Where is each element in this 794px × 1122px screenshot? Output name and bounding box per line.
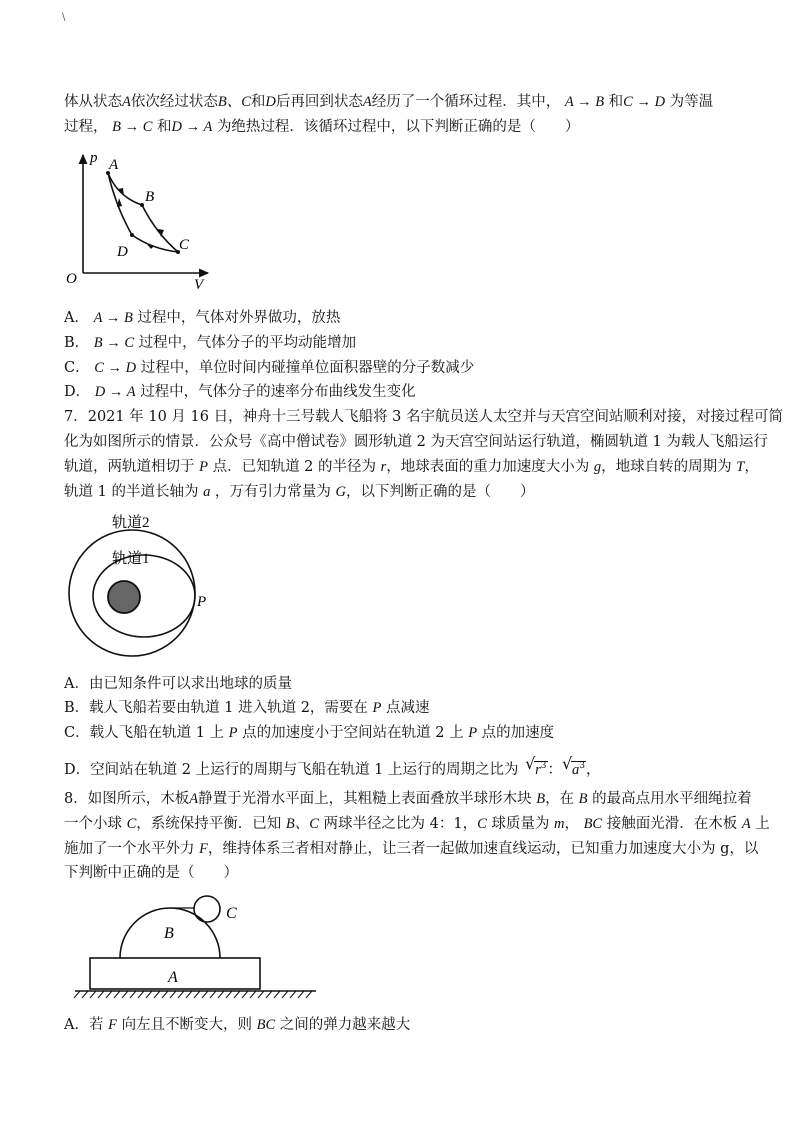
q8-symbol: B、C bbox=[285, 816, 319, 832]
q8-text: 两球半径之比为 4：1， bbox=[323, 816, 478, 832]
label-c: C bbox=[179, 237, 190, 253]
label-b: B bbox=[164, 925, 174, 942]
q7-text: ， bbox=[586, 761, 601, 778]
q6-text: 和 bbox=[608, 94, 624, 110]
label-d: D bbox=[117, 244, 128, 260]
option-process: A → B bbox=[93, 310, 133, 326]
q7-symbol: a bbox=[572, 761, 580, 778]
sqrt-a3 bbox=[562, 754, 586, 779]
q7-symbol: P bbox=[372, 700, 382, 716]
orbit-2-label: 轨道2 bbox=[112, 515, 150, 531]
axis-label-p: p bbox=[90, 150, 98, 166]
option-text: 过程中，气体分子的速率分布曲线发生变化 bbox=[140, 384, 416, 400]
q8-text: ，维持体系三者相对静止，让三者一起做加速直线运动，已知重力加速度大小为 g，以 bbox=[207, 841, 759, 857]
q6-stem-line2 bbox=[64, 118, 579, 136]
q6-text: 后再回到状态 bbox=[275, 94, 363, 110]
q6-symbol: A bbox=[122, 94, 131, 110]
q8-symbol: B bbox=[536, 791, 546, 807]
option-text: 过程中，单位时间内碰撞单位面积器壁的分子数减少 bbox=[140, 360, 475, 376]
q6-symbol: B、C bbox=[217, 94, 251, 110]
q8-symbol: F bbox=[108, 1017, 117, 1033]
q8-symbol: B bbox=[578, 791, 588, 807]
q8-text: 上 bbox=[755, 816, 770, 832]
q7-stem-line2: 化为如图所示的情景．公众号《高中僧试卷》圆形轨道 2 为天宫空间站运行轨道，椭圆轨道 1 为载人飞船运行 bbox=[64, 434, 768, 450]
q6-text: 过程， bbox=[64, 119, 108, 135]
q8-text: A．若 bbox=[64, 1017, 104, 1033]
q7-option-b bbox=[64, 699, 430, 717]
q7-text: 点．已知轨道 2 的半径为 bbox=[212, 459, 377, 475]
q7-stem-line3 bbox=[64, 458, 759, 476]
q6-symbol: D bbox=[265, 94, 276, 110]
origin-label: O bbox=[66, 271, 77, 287]
label-a: A bbox=[109, 157, 119, 173]
q8-text: 接触面光滑．在木板 bbox=[606, 816, 738, 832]
q8-text: ，在 bbox=[545, 791, 575, 807]
q7-text: 点减速 bbox=[386, 700, 430, 716]
q7-text: 点的加速度 bbox=[481, 725, 555, 741]
sqrt-content bbox=[571, 761, 586, 778]
corner-mark: \ bbox=[62, 12, 66, 23]
q8-symbol: BC bbox=[583, 816, 603, 832]
option-label: B． bbox=[64, 335, 90, 351]
arrow-ab bbox=[118, 188, 124, 196]
arrow-da bbox=[117, 198, 122, 207]
q8-symbol: A bbox=[741, 816, 751, 832]
q8-symbol: m bbox=[553, 816, 565, 832]
q6-symbol: A bbox=[362, 94, 372, 110]
q6-option-b bbox=[64, 334, 356, 352]
option-label: D． bbox=[64, 384, 91, 400]
q7-stem-line1: 7．2021 年 10 月 16 日，神舟十三号载人飞船将 3 名宇航员送人太空并与天宫空间站顺利对接，对接过程可简 bbox=[64, 409, 784, 425]
q8-stem-line2 bbox=[64, 815, 770, 833]
option-text: 过程中，气体对外界做功，放热 bbox=[137, 310, 341, 326]
q6-stem-line1 bbox=[64, 93, 713, 111]
q7-text: ，万有引力常量为 bbox=[214, 484, 331, 500]
q8-text: ， bbox=[564, 816, 579, 832]
sqrt-sign: √ bbox=[562, 754, 573, 773]
q7-symbol: P bbox=[228, 725, 238, 741]
q7-option-c bbox=[64, 724, 554, 742]
orbit-1-label: 轨道1 bbox=[112, 551, 150, 567]
axis-label-v: V bbox=[194, 277, 204, 290]
q8-text: 静置于光滑水平面上，其粗糙上表面叠放半球形木块 bbox=[198, 791, 532, 807]
label-a: A bbox=[168, 969, 178, 986]
q6-option-c bbox=[64, 359, 474, 377]
q6-process: A → B bbox=[564, 94, 605, 110]
q7-stem-line4 bbox=[64, 483, 535, 501]
q8-text: 向左且不断变大，则 bbox=[121, 1017, 253, 1033]
option-process: D → A bbox=[94, 384, 136, 400]
q7-text: ，地球表面的重力加速度大小为 bbox=[386, 459, 590, 475]
q8-stem-line4: 下判断中正确的是（ ） bbox=[64, 865, 238, 881]
exponent: 3 bbox=[579, 761, 585, 771]
curve-bc bbox=[142, 205, 178, 252]
q6-text: 经历了一个循环过程．其中， bbox=[371, 94, 561, 110]
q7-text: C．载人飞船在轨道 1 上 bbox=[64, 725, 225, 741]
q7-symbol: P bbox=[468, 725, 478, 741]
point-b bbox=[140, 203, 144, 207]
q7-text: B．载人飞船若要由轨道 1 进入轨道 2，需要在 bbox=[64, 700, 368, 716]
q8-symbol: A bbox=[189, 791, 199, 807]
q6-process: C → D bbox=[623, 94, 666, 110]
label-b: B bbox=[145, 189, 155, 205]
q7-symbol: r bbox=[380, 459, 387, 475]
q8-block-figure bbox=[70, 890, 320, 1002]
q7-option-d bbox=[64, 754, 601, 779]
option-process: B → C bbox=[93, 335, 135, 351]
label-c: C bbox=[226, 905, 237, 922]
q6-process: D → A bbox=[171, 119, 213, 135]
arrow-cd bbox=[146, 243, 154, 249]
q7-text: ， bbox=[744, 459, 759, 475]
point-d bbox=[130, 233, 134, 237]
q7-symbol: P bbox=[199, 459, 208, 475]
point-p-label: P bbox=[197, 594, 207, 610]
ground-hatch bbox=[74, 991, 312, 998]
q7-symbol: T bbox=[736, 459, 745, 475]
sqrt-sign: √ bbox=[525, 754, 536, 773]
q8-text: ，系统保持平衡．已知 bbox=[136, 816, 282, 832]
q8-text: 施加了一个水平外力 bbox=[64, 841, 195, 857]
q8-text: 之间的弹力越来越大 bbox=[279, 1017, 411, 1033]
q7-orbit-figure bbox=[62, 508, 222, 660]
q6-text: 为等温 bbox=[669, 94, 714, 110]
option-label: C． bbox=[64, 360, 90, 376]
ball-c bbox=[194, 896, 220, 922]
q8-text: 球质量为 bbox=[491, 816, 550, 832]
q7-text: ： bbox=[547, 761, 563, 778]
q7-text: 轨道，两轨道相切于 bbox=[64, 459, 195, 475]
q8-symbol: BC bbox=[256, 1017, 276, 1033]
q7-text: ，地球自转的周期为 bbox=[601, 459, 732, 475]
q6-process: B → C bbox=[112, 119, 153, 135]
q8-symbol: C bbox=[477, 816, 487, 832]
q6-pv-graph bbox=[62, 145, 222, 290]
sqrt-content bbox=[534, 761, 547, 778]
option-label: A． bbox=[64, 310, 89, 326]
q8-option-a bbox=[64, 1016, 410, 1034]
option-process: C → D bbox=[94, 360, 137, 376]
q6-text: 和 bbox=[157, 119, 172, 135]
q7-symbol: a bbox=[203, 484, 211, 500]
q8-stem-line3 bbox=[64, 840, 758, 858]
q7-option-a: A．由已知条件可以求出地球的质量 bbox=[64, 676, 292, 692]
sqrt-r3 bbox=[525, 754, 547, 779]
q6-text: 和 bbox=[250, 94, 266, 110]
q6-option-a bbox=[64, 309, 340, 327]
q6-text: 为绝热过程．该循环过程中，以下判断正确的是（ ） bbox=[216, 119, 580, 135]
q8-text: 的最高点用水平细绳拉着 bbox=[592, 791, 752, 807]
q7-text: D．空间站在轨道 2 上运行的周期与飞船在轨道 1 上运行的周期之比为 bbox=[64, 761, 519, 778]
q7-symbol: g bbox=[593, 459, 602, 475]
curve-cd bbox=[132, 235, 178, 252]
q7-text: ，以下判断正确的是（ ） bbox=[346, 484, 535, 500]
q6-option-d bbox=[64, 383, 416, 401]
q7-text: 轨道 1 的半道长轴为 bbox=[64, 484, 199, 500]
option-text: 过程中，气体分子的平均动能增加 bbox=[138, 335, 357, 351]
q7-text: 点的加速度小于空间站在轨道 2 上 bbox=[242, 725, 464, 741]
q8-symbol: F bbox=[199, 841, 208, 857]
q8-text: 8．如图所示，木板 bbox=[64, 791, 190, 807]
earth bbox=[108, 581, 140, 613]
q6-text: 依次经过状态 bbox=[130, 94, 218, 110]
q6-text: 体从状态 bbox=[64, 94, 122, 110]
q7-symbol: G bbox=[335, 484, 347, 500]
exponent: 3 bbox=[540, 761, 547, 771]
q8-text: 一个小球 bbox=[64, 816, 122, 832]
q7-symbol: r bbox=[535, 761, 541, 778]
q8-symbol: C bbox=[126, 816, 137, 832]
q8-stem-line1 bbox=[64, 790, 752, 808]
